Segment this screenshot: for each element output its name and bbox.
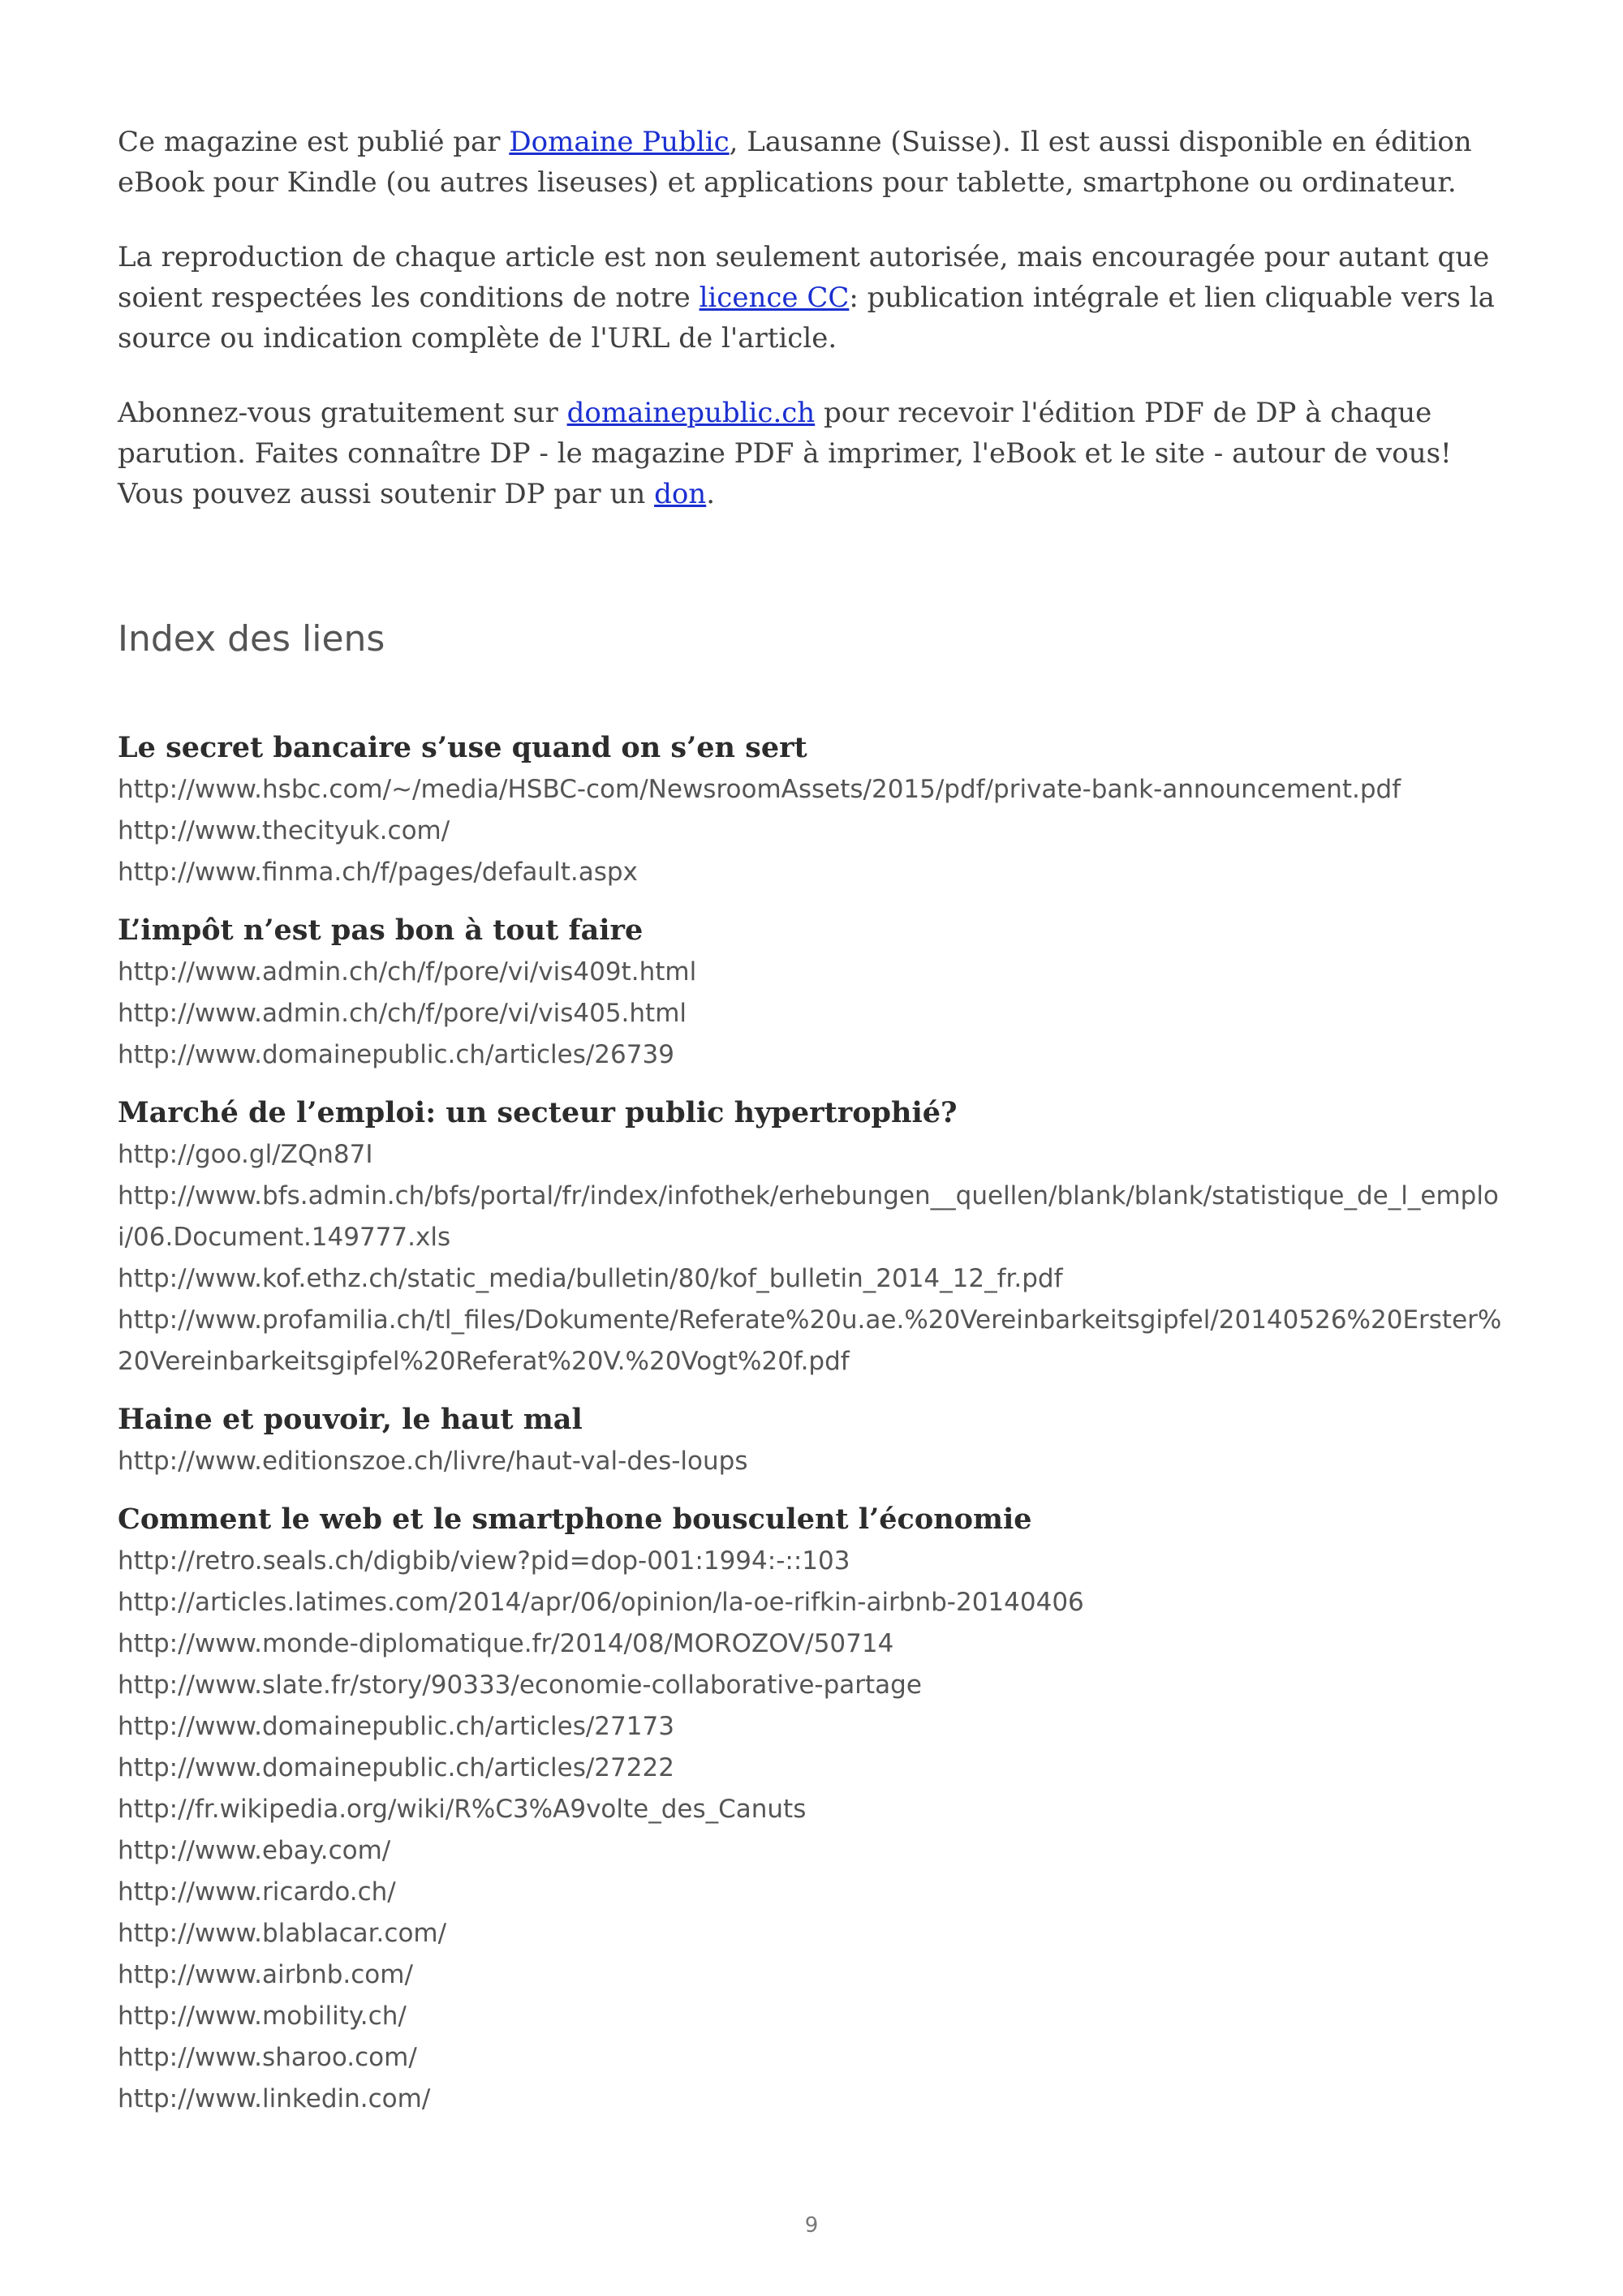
intro-text: , Lausanne (Suisse). Il est aussi disponible en édition eBook pour Kindle (ou autres liseuses) et applications pour tablette, smartphone ou ordinateur. bbox=[118, 126, 1472, 199]
link-url[interactable]: http://retro.seals.ch/digbib/view?pid=dop-001:1994:-::103 bbox=[118, 1546, 850, 1576]
domaine-public-link[interactable]: Domaine Public bbox=[509, 126, 730, 158]
link-url[interactable]: http://www.admin.ch/ch/f/pore/vi/vis405.html bbox=[118, 999, 687, 1028]
link-url[interactable]: http://fr.wikipedia.org/wiki/R%C3%A9volte_des_Canuts bbox=[118, 1795, 807, 1824]
link-url[interactable]: http://www.domainepublic.ch/articles/26739 bbox=[118, 1040, 674, 1069]
link-url[interactable]: http://www.kof.ethz.ch/static_media/bulletin/80/kof_bulletin_2014_12_fr.pdf bbox=[118, 1264, 1063, 1293]
intro-text: . bbox=[706, 478, 716, 510]
intro-text: pour recevoir l'édition PDF de DP à chaque parution. Faites connaître DP - le magazine PDF à imprimer, l'eBook et le site - autour de vous! Vous pouvez aussi soutenir DP par un bbox=[118, 397, 1452, 510]
index-title: Index des liens bbox=[118, 618, 385, 660]
link-url[interactable]: http://goo.gl/ZQn87I bbox=[118, 1140, 373, 1169]
intro-paragraph-subscribe bbox=[118, 393, 1513, 514]
link-url[interactable]: http://www.linkedin.com/ bbox=[118, 2084, 431, 2113]
link-url[interactable]: http://www.slate.fr/story/90333/economie-collaborative-partage bbox=[118, 1670, 922, 1700]
link-url[interactable]: http://www.airbnb.com/ bbox=[118, 1960, 413, 1989]
link-index bbox=[118, 727, 1513, 2120]
link-section bbox=[118, 727, 1513, 893]
link-url[interactable]: http://www.ricardo.ch/ bbox=[118, 1877, 396, 1907]
section-title: Le secret bancaire s’use quand on s’en sert bbox=[118, 731, 807, 764]
link-section bbox=[118, 909, 1513, 1076]
page-number: 9 bbox=[804, 2213, 819, 2238]
page-content bbox=[118, 122, 1513, 2136]
link-url[interactable]: http://www.hsbc.com/~/media/HSBC-com/NewsroomAssets/2015/pdf/private-bank-announcement.pdf bbox=[118, 775, 1401, 804]
link-url[interactable]: http://articles.latimes.com/2014/apr/06/opinion/la-oe-rifkin-airbnb-20140406 bbox=[118, 1588, 1084, 1617]
section-title: Marché de l’emploi: un secteur public hypertrophié? bbox=[118, 1096, 958, 1129]
link-url[interactable]: http://www.admin.ch/ch/f/pore/vi/vis409t.html bbox=[118, 957, 697, 987]
link-url[interactable]: http://www.finma.ch/f/pages/default.aspx bbox=[118, 858, 638, 887]
link-url[interactable]: http://www.domainepublic.ch/articles/27173 bbox=[118, 1712, 674, 1741]
section-title: L’impôt n’est pas bon à tout faire bbox=[118, 914, 644, 947]
section-title: Haine et pouvoir, le haut mal bbox=[118, 1403, 583, 1436]
link-url[interactable]: http://www.thecityuk.com/ bbox=[118, 816, 450, 845]
intro-text: Abonnez-vous gratuitement sur bbox=[118, 397, 567, 429]
intro-text: La reproduction de chaque article est non seulement autorisée, mais encouragée pour autant que soient respectées les conditions de notre bbox=[118, 241, 1490, 314]
don-link[interactable]: don bbox=[654, 478, 707, 510]
intro-text: Ce magazine est publié par bbox=[118, 126, 510, 158]
link-url[interactable]: http://www.monde-diplomatique.fr/2014/08/MOROZOV/50714 bbox=[118, 1629, 894, 1658]
domainepublic-link[interactable]: domainepublic.ch bbox=[566, 397, 816, 429]
intro-text: : publication intégrale et lien cliquable vers la source ou indication complète de l'URL de l'article. bbox=[118, 282, 1495, 355]
link-url[interactable]: http://www.mobility.ch/ bbox=[118, 2001, 407, 2031]
intro-paragraph-license bbox=[118, 237, 1513, 359]
link-url[interactable]: http://www.profamilia.ch/tl_files/Dokumente/Referate%20u.ae.%20Vereinbarkeitsgipfel/20140526%20Erster%20Vereinbarkeitsgipfel%20Referat%20V.%20Vogt%20f.pdf bbox=[118, 1305, 1502, 1376]
link-url[interactable]: http://www.sharoo.com/ bbox=[118, 2043, 417, 2072]
link-section bbox=[118, 1092, 1513, 1382]
intro-paragraph-publisher bbox=[118, 122, 1513, 203]
link-url[interactable]: http://www.editionszoe.ch/livre/haut-val-des-loups bbox=[118, 1447, 748, 1476]
link-section bbox=[118, 1399, 1513, 1482]
link-section bbox=[118, 1498, 1513, 2120]
licence-cc-link[interactable]: licence CC bbox=[699, 282, 850, 314]
section-title: Comment le web et le smartphone bousculent l’économie bbox=[118, 1503, 1032, 1536]
link-url[interactable]: http://www.ebay.com/ bbox=[118, 1836, 391, 1865]
link-url[interactable]: http://www.domainepublic.ch/articles/27222 bbox=[118, 1753, 674, 1782]
link-url[interactable]: http://www.bfs.admin.ch/bfs/portal/fr/index/infothek/erhebungen__quellen/blank/blank/statistique_de_l_emploi/06.Document.149777.xls bbox=[118, 1181, 1499, 1252]
link-url[interactable]: http://www.blablacar.com/ bbox=[118, 1919, 447, 1948]
